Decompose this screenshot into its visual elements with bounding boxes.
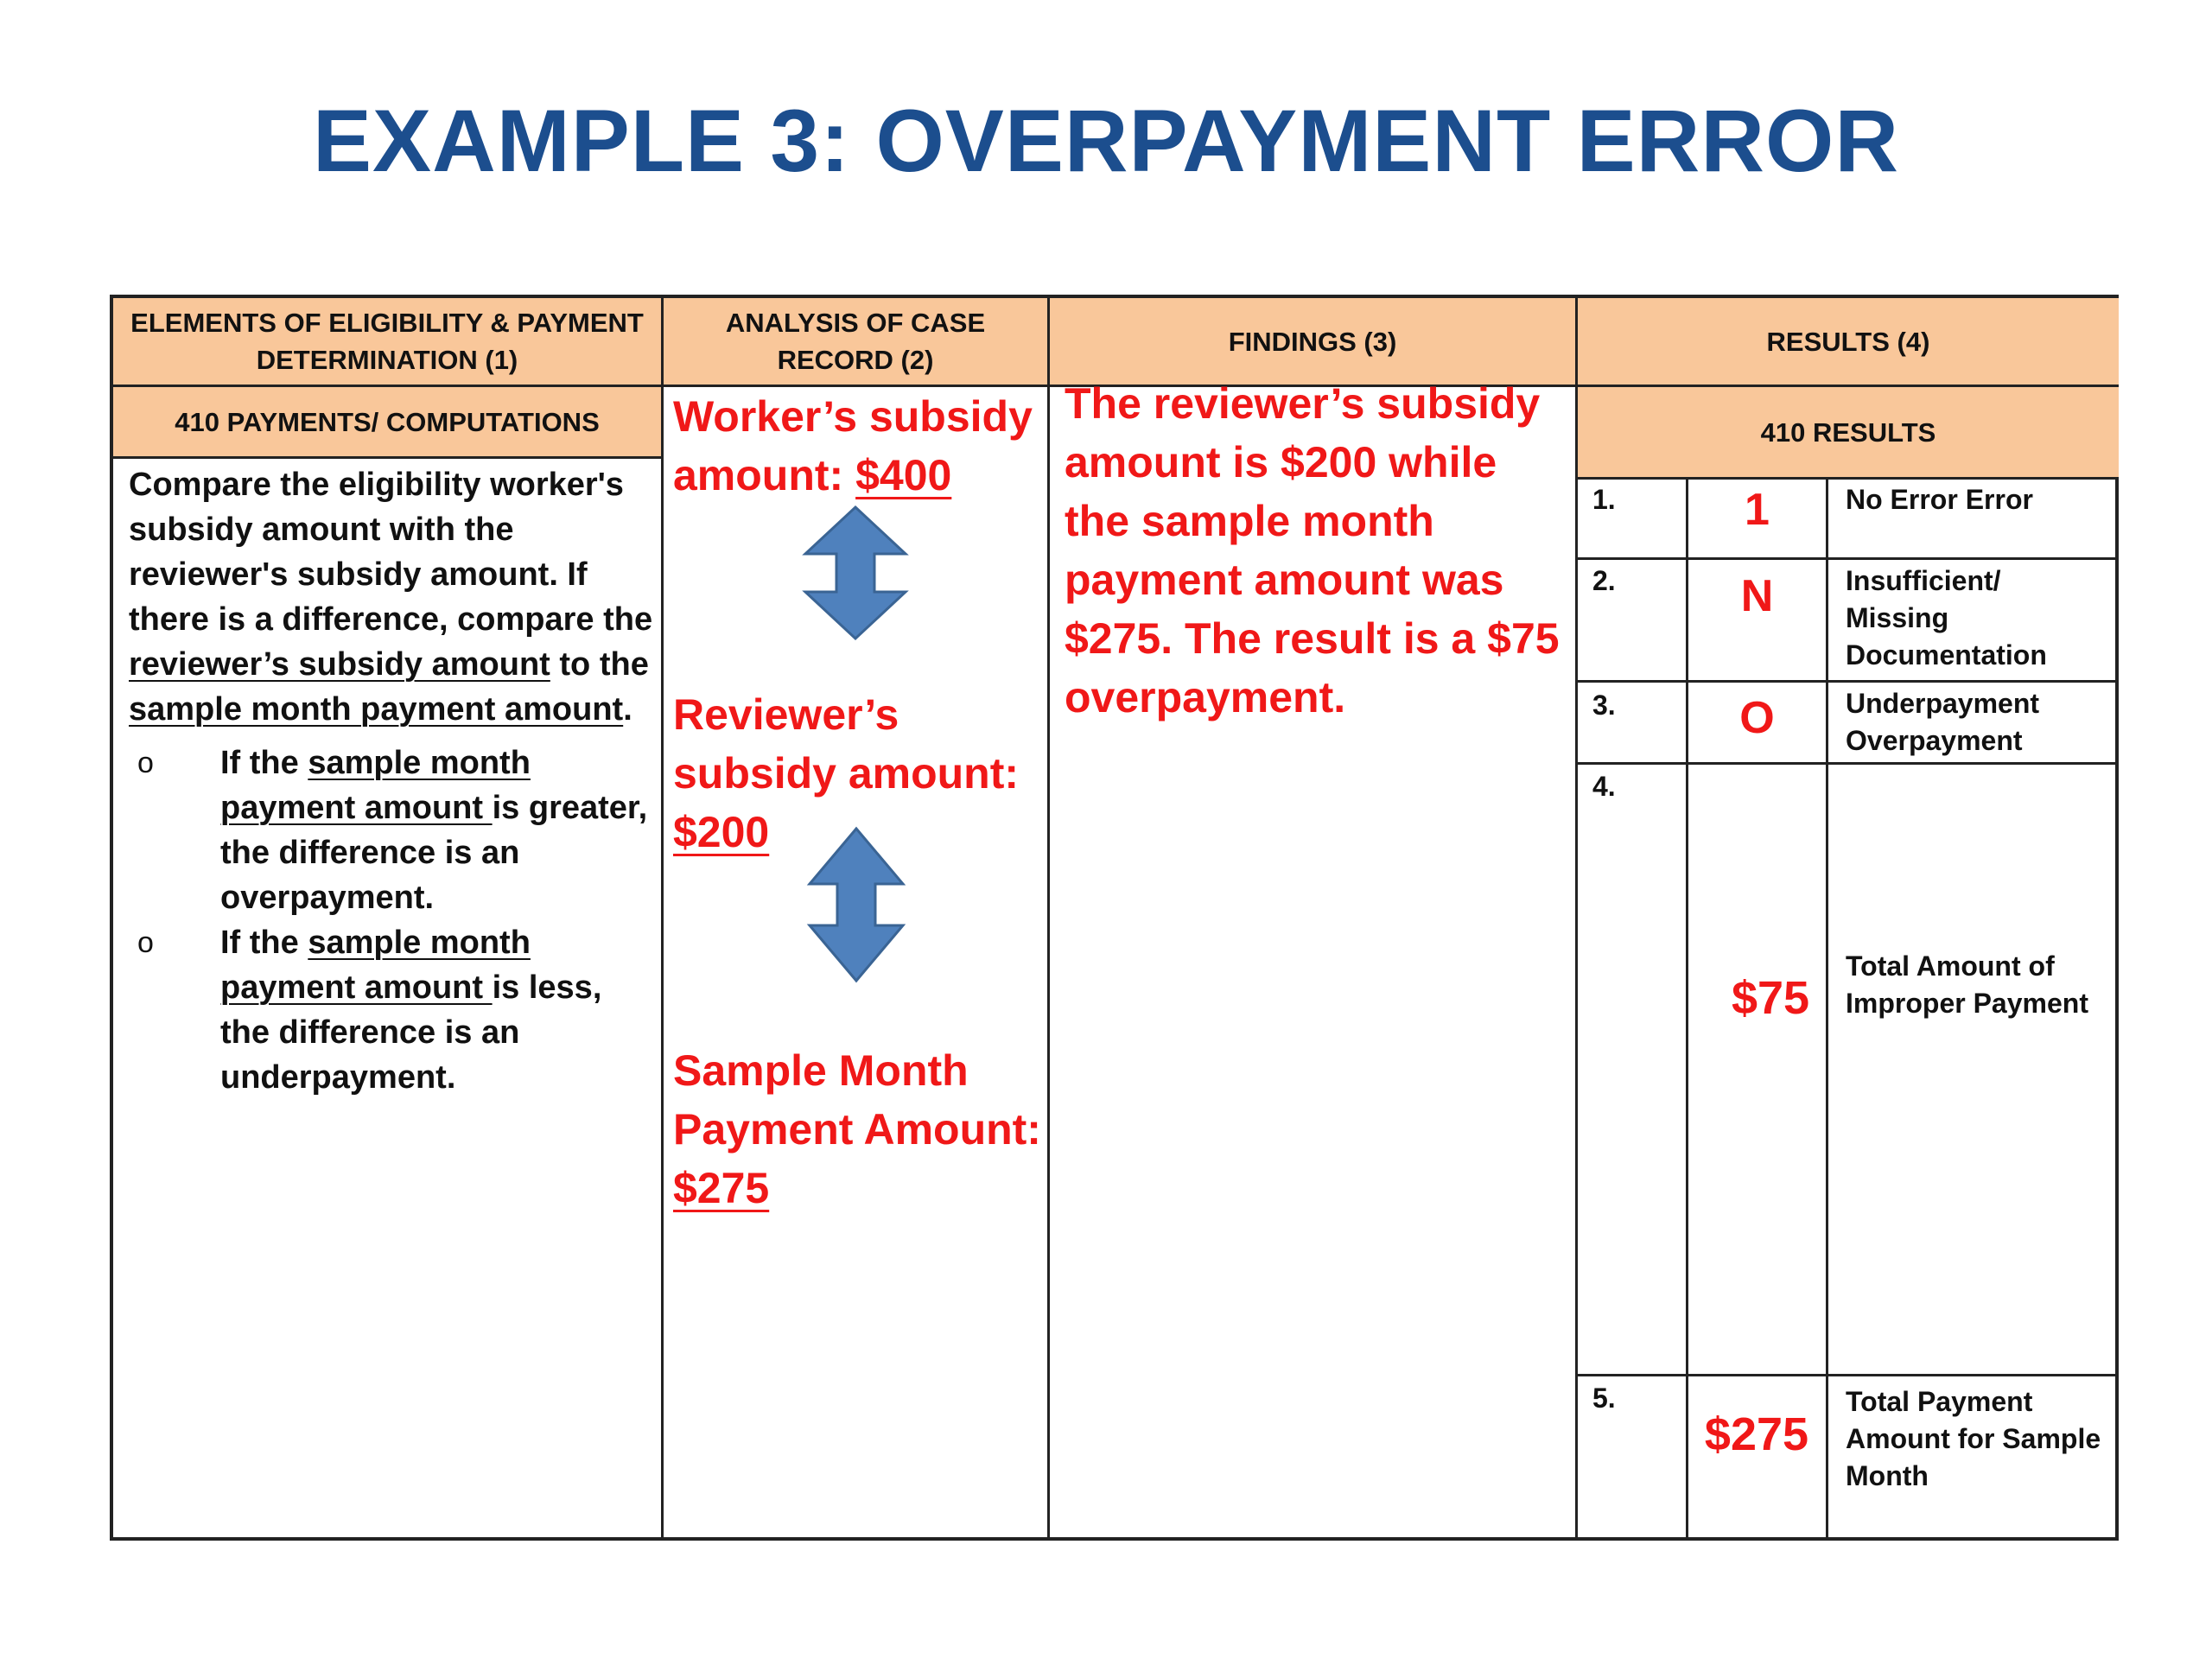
description-paragraph: Compare the eligibility worker's subsidy amount with the reviewer's subsidy amount. If there is a difference, compare the reviewer’s subsidy amount to the sample month payment amount. (129, 467, 653, 728)
result-label: Underpayment Overpayment (1846, 688, 2040, 756)
header-results: RESULTS (4) (1578, 298, 2119, 385)
sample-month-payment: Sample Month Payment Amount: $275 (673, 1046, 1041, 1212)
result-number: 2. (1592, 565, 1616, 596)
bullet-item: o If the sample month payment amount is greater, the difference is an overpayment. (129, 741, 656, 920)
reviewer-subsidy: Reviewer’s subsidy amount: $200 (673, 690, 1020, 856)
description (129, 462, 656, 1100)
header-findings: FINDINGS (3) (1050, 298, 1575, 385)
divider (1575, 1374, 2119, 1376)
findings-text: The reviewer’s subsidy amount is $200 while the sample month payment amount was $275. The result is a $75 overpayment. (1065, 379, 1560, 721)
header-elements: ELEMENTS OF ELIGIBILITY & PAYMENT DETERMINATION (1) (113, 298, 661, 385)
divider (661, 298, 664, 1537)
results-table (110, 295, 2119, 1541)
double-arrow-icon (803, 825, 910, 984)
bullet-marker: o (137, 747, 154, 779)
result-number: 3. (1592, 690, 1616, 721)
divider (1575, 762, 2119, 765)
result-code: $275 (1704, 1408, 1809, 1460)
divider (1575, 477, 2119, 480)
bullet-marker: o (137, 926, 154, 959)
result-label: Insufficient/ Missing Documentation (1846, 565, 2047, 671)
divider (1575, 680, 2119, 683)
result-code: O (1739, 693, 1775, 743)
subheader-payments: 410 PAYMENTS/ COMPUTATIONS (113, 387, 661, 456)
result-code: N (1740, 571, 1774, 621)
result-label: Total Payment Amount for Sample Month (1846, 1386, 2101, 1491)
divider (1575, 557, 2119, 560)
result-number: 5. (1592, 1382, 1616, 1414)
result-label: Total Amount of Improper Payment (1846, 950, 2088, 1019)
result-label: No Error Error (1846, 484, 2033, 515)
page-title: EXAMPLE 3: OVERPAYMENT ERROR (313, 92, 1899, 190)
header-analysis: ANALYSIS OF CASE RECORD (2) (664, 298, 1047, 385)
divider (1047, 298, 1050, 1537)
result-number: 4. (1592, 771, 1616, 802)
double-arrow-icon (795, 504, 916, 642)
result-code: 1 (1745, 485, 1770, 535)
subheader-410-results: 410 RESULTS (1578, 387, 2119, 477)
result-code: $75 (1731, 972, 1810, 1024)
worker-subsidy: Worker’s subsidy amount: $400 (673, 392, 1033, 499)
divider (1575, 298, 1578, 1537)
divider (113, 456, 661, 459)
bullet-item: o If the sample month payment amount is less, the difference is an underpayment. (129, 920, 656, 1100)
result-number: 1. (1592, 484, 1616, 515)
